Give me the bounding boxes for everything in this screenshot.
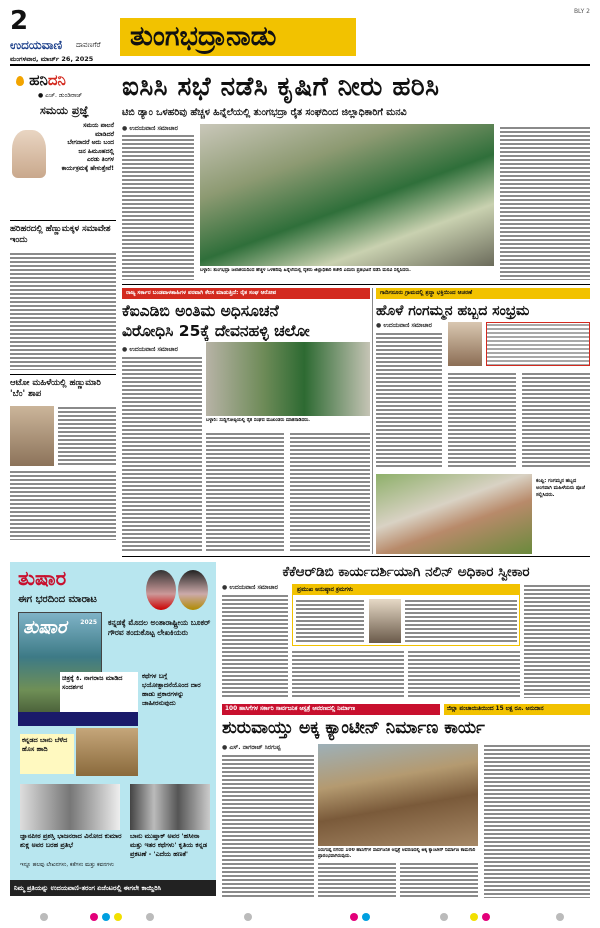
kelawadi-body-4: [524, 584, 590, 698]
kelawadi-story: [222, 562, 590, 700]
reg-dot: [556, 913, 564, 921]
masthead: [10, 8, 590, 64]
tushara-author-photos: [146, 566, 212, 610]
hole-kicker-bar: [376, 288, 590, 299]
left-story-1-body: [10, 252, 116, 370]
section-title: ತುಂಗಭದ್ರಾನಾಡು: [130, 21, 277, 52]
poem-line: ಕಾರ್ಯಕ್ರಮಕ್ಕೆ ಹೇಳುತ್ತೇವೆ!: [61, 164, 114, 172]
canteen-byline: ● ಎಸ್. ನಾಗರಾಜ್ ಸಿರಗುಪ್ಪ: [222, 744, 281, 751]
reg-dot: [440, 913, 448, 921]
reg-dot: [146, 913, 154, 921]
hole-story: [376, 288, 590, 556]
reg-dot: [482, 913, 490, 921]
lead-body-left: [122, 134, 194, 280]
kiadb-body-3: [290, 432, 370, 552]
page-code: BLY 2: [573, 8, 590, 15]
canteen-kicker: 100 ಹಾಸಿಗೆಗಳ ಸರ್ಕಾರಿ ಸಾರ್ವಜನಿಕ ಆಸ್ಪತ್ರೆ ಆವರಣದಲ್ಲಿ ನಿರ್ಮಾಣ: [222, 704, 440, 715]
reg-dot: [244, 913, 252, 921]
kelawadi-box: [292, 584, 520, 646]
kiadb-divider: [372, 288, 373, 554]
kelawadi-box-body-1: [296, 599, 364, 643]
left-rule-1: [10, 220, 116, 221]
canteen-kicker-bar: [222, 704, 590, 715]
hole-body-2: [448, 372, 516, 468]
kiadb-headline-2: ವಿರೋಧಿಸಿ 25ಕ್ಕೆ ದೇವನಹಳ್ಳಿ ಚಲೋ: [122, 322, 310, 340]
lead-photo: [200, 124, 494, 266]
left-story-1-headline: ಹರಿಹರದಲ್ಲಿ ಹೆಣ್ಣುಮಕ್ಕಳ ಸಮಾವೇಶ ಇಂದು: [10, 224, 111, 245]
hole-byline: ● ಉದಯವಾಣಿ ಸಮಾಚಾರ: [376, 322, 432, 329]
left-story-2-body-2: [10, 470, 116, 540]
paper-name: ಉದಯವಾಣಿ: [10, 38, 63, 52]
hanidani-logo: [16, 70, 66, 89]
tushara-item-6: ಬಾನು ಮುಷ್ತಾಕ್ ಅವರ 'ಹಸೀನಾ ಮತ್ತು ಇತರ ಕಥೆಗಳು' ಕೃತಿಯ ಕನ್ನಡ ಪ್ರಕಟಣೆ - 'ಎದೆಯ ಹಣತೆ': [130, 832, 207, 858]
tushara-author-photo-2: [20, 784, 120, 830]
kelawadi-byline: ● ಉದಯವಾಣಿ ಸಮಾಚಾರ: [222, 584, 278, 591]
hole-photo: [376, 474, 532, 554]
kiadb-body-2: [206, 432, 284, 552]
hanidani-logo-ha: ಹನಿ: [29, 71, 48, 89]
kiadb-byline: ● ಉದಯವಾಣಿ ಸಮಾಚಾರ: [122, 346, 178, 353]
lead-body-right: [500, 126, 590, 280]
canteen-body-3: [400, 862, 478, 898]
tushara-footer: ನಿಮ್ಮ ಪ್ರತಿಯನ್ನು ಉದಯವಾಣಿ-ತರಂಗ ಏಜೆಂಟರಲ್ಲಿ ಈಗಲೇ ಕಾಯ್ದಿರಿಸಿ: [14, 884, 162, 892]
hole-caption: ಕಂಪ್ಲಿ: ಗಂಗಮ್ಮನ ಹಬ್ಬದ ಅಂಗವಾಗಿ ಮಹಿಳೆಯರು ಪೂಜೆ ಸಲ್ಲಿಸಿದರು.: [536, 478, 585, 498]
author-photo: [178, 570, 208, 610]
tushara-item-5: ಜ್ಞಾನಪೀಠ ಪ್ರಶಸ್ತಿ ಭಾಜನರಾದ ವಿನೋದ ಕುಮಾರ ಶುಕ್ಲ ಅವರ ಬರಹ ಪ್ರತಿಭೆ: [20, 832, 122, 849]
kelawadi-headline: ಕೆಕೆಆರ್‌ಡಿಬಿ ಕಾರ್ಯದರ್ಶಿಯಾಗಿ ನಲಿನ್ ಅಧಿಕಾರ ಸ್ವೀಕಾರ: [282, 564, 530, 580]
author-photo: [146, 570, 176, 610]
kelawadi-body-3: [408, 650, 520, 698]
header-rule: [10, 64, 590, 66]
left-story-2: [10, 378, 116, 546]
cover-year: 2025: [80, 619, 97, 626]
date-line: ಮಂಗಳವಾರ, ಮಾರ್ಚ್ 26, 2025: [10, 55, 94, 63]
left-story-1: [10, 224, 116, 374]
hole-body-3: [522, 372, 590, 468]
hanidani-author: ● ಎಚ್. ಡುಂಡಿರಾಜ್: [38, 92, 83, 99]
kelawadi-portrait: [369, 599, 401, 643]
mid-rule: [122, 556, 590, 557]
kiadb-story: [122, 288, 370, 556]
kelawadi-box-header: [293, 585, 519, 595]
hole-photo-small: [448, 322, 482, 366]
tushara-ad: [10, 562, 216, 896]
lead-headline: ಐಸಿಸಿ ಸಭೆ ನಡೆಸಿ ಕೃಷಿಗೆ ನೀರು ಹರಿಸಿ: [122, 72, 440, 102]
hanidani-title: ಸಮಯ ಪ್ರಜ್ಞೆ: [40, 104, 89, 117]
kiadb-headline-1: ಕೆಐಎಡಿಬಿ ಅಂತಿಮ ಅಧಿಸೂಚನೆ: [122, 302, 279, 320]
cover-title: ತುಷಾರ: [23, 617, 67, 638]
canteen-body-1: [222, 754, 314, 898]
poem-line: ಎರಡು ತಿಂಗಳ: [86, 156, 114, 163]
tushara-footer-bar: [10, 880, 216, 896]
reg-dot: [114, 913, 122, 921]
tushara-item-4: ಕನ್ನಡದ ಬಾನು ಬೆಳೆದ ಹೊಸ ಹಾದಿ: [20, 734, 74, 774]
hole-body-1: [376, 332, 442, 468]
drop-icon: [16, 76, 24, 86]
kiadb-kicker: ರಾಜ್ಯ ಸರ್ಕಾರ ಬಂಡವಾಳಶಾಹಿಗಳ ಪರವಾಗಿ ಕೆಲಸ ಮಾಡುತ್ತಿದೆ: ರೈತ ಸಂಘ ಆರೋಪ: [126, 290, 277, 296]
section-title-box: [120, 18, 356, 56]
kiadb-caption: ಬಳ್ಳಾರಿ: ಸುದ್ದಿಗೋಷ್ಠಿಯಲ್ಲಿ ರೈತ ಸಂಘದ ಮುಖಂಡರು ಮಾತನಾಡಿದರು.: [206, 418, 311, 423]
kiadb-body-1: [122, 356, 202, 552]
canteen-body-4: [484, 744, 590, 898]
canteen-caption: ಸಿರುಗುಪ್ಪ ನಗರದ 100 ಹಾಸಿಗೆಗಳ ಸಾರ್ವಜನಿಕ ಆಸ್ಪತ್ರೆ ಆವರಣದಲ್ಲಿ ಅಕ್ಕ ಕ್ಯಾಂಟೀನ್ ನಿರ್ಮಾಣ ಕಾಮಗಾರಿ ಪ್ರಾರಂಭವಾಗಿರುವುದು.: [318, 848, 476, 859]
tushara-item-2: ಚಿತ್ರಕ್ಕೆ ಕಿ. ನಾಗರಾಜ ಮಾಡಿದ ಸಂದರ್ಶನ: [60, 672, 138, 718]
tushara-tagline: ಈಗ ಭರದಿಂದ ಮಾರಾಟ: [18, 594, 97, 605]
tushara-item-3: ಕಥೆಗಳ ಬಗ್ಗೆ ಭಯೋತ್ಪಾದನೆಯೊಂದ ದಾರ ಹಾಡು ಪ್ರಕಾರಗಳನ್ನು ಜಾಹೀರನುವುದು: [142, 672, 201, 707]
hole-kicker: ಗಾದಿಗನೂರು ಗ್ರಾಮದಲ್ಲಿ ಶ್ರದ್ಧಾ ಭಕ್ತಿಯಿಂದ ಆಚರಣೆ: [380, 290, 473, 296]
left-story-2-body: [58, 406, 116, 466]
hanidani-cartoon: [12, 130, 46, 178]
reg-dot: [40, 913, 48, 921]
poem-line: ಸಮಯ ಪಾಲನೆ: [83, 122, 114, 129]
left-story-2-photo: [10, 406, 54, 466]
tushara-item-1: ಕನ್ನಡಕ್ಕೆ ಮೊದಲ ಅಂತಾರಾಷ್ಟ್ರೀಯ ಬೂಕರ್ ಗೌರವ ತಂದುಕೊಟ್ಟ ಲೇಖಕಿಯರು: [108, 618, 211, 637]
tushara-banner: [18, 712, 138, 726]
kelawadi-body-1: [222, 594, 288, 698]
kiadb-photo: [206, 342, 370, 416]
hanidani-logo-dani: ದನಿ: [47, 71, 66, 89]
reg-dot: [350, 913, 358, 921]
print-marks: [0, 910, 600, 924]
lead-byline: ● ಉದಯವಾಣಿ ಸಮಾಚಾರ: [122, 125, 178, 132]
kelawadi-box-body-2: [405, 599, 517, 643]
canteen-headline: ಶುರುವಾಯ್ತು ಅಕ್ಕ ಕ್ಯಾಂಟೀನ್ ನಿರ್ಮಾಣ ಕಾರ್ಯ: [222, 718, 485, 738]
poem-line: ಮಾಡಿದರೆ: [95, 130, 114, 138]
lead-story: [122, 70, 590, 282]
canteen-photo: [318, 744, 478, 846]
canteen-kicker-2: ಜಿಲ್ಲಾ ಪಂಚಾಯಿತಿಯಿಂದ 15 ಲಕ್ಷ ರೂ. ಅನುದಾನ: [444, 704, 590, 715]
poem-line: ಜನ ಹಿಮೂಹದಲ್ಲಿ: [78, 147, 114, 155]
lead-rule: [122, 284, 590, 285]
tushara-portraits: [130, 784, 210, 830]
canteen-body-2: [318, 862, 396, 898]
reg-dot: [470, 913, 478, 921]
lead-subhead: ಟಿಬಿ ಡ್ಯಾಂ ಒಳಹರಿವು ಹೆಚ್ಚಳ ಹಿನ್ನೆಲೆಯಲ್ಲಿ ತುಂಗಭದ್ರಾ ರೈತ ಸಂಘದಿಂದ ಜಿಲ್ಲಾಧಿಕಾರಿಗೆ ಮನವಿ: [122, 107, 407, 118]
poem-line: ಬೇಗನಾದರೆ ಅದು ಬಂದ: [67, 139, 114, 146]
tushara-landscape-photo: [76, 728, 138, 776]
hanidani-box: [10, 70, 116, 218]
hole-quote-box: [486, 322, 590, 366]
reg-dot: [362, 913, 370, 921]
page-number: 2: [10, 6, 29, 36]
kelawadi-box-title: ಪ್ರಮುಖ ಅನುಷ್ಠಾನ ಕ್ರಮಗಳು: [297, 586, 354, 593]
kiadb-kicker-bar: [122, 288, 370, 299]
tushara-item-7: ಇನ್ನೂ ಹಲವು ಲೇಖನಗಳು, ಕತೆಗಳು ಮತ್ತು ಕವನಗಳು: [20, 862, 114, 868]
left-rule-2: [10, 374, 116, 375]
lead-caption: ಬಳ್ಳಾರಿ: ತುಂಗಭದ್ರಾ ಜಲಾಶಯದಿಂದ ಹೆಚ್ಚಳ ಒಳಹರಿವು ಹಿನ್ನೆಲೆಯಲ್ಲಿ ರೈತರು ಜಿಲ್ಲಾಧಿಕಾರಿ ಕಚೇರಿ ಎದುರು ಪ್ರತಿಭಟನೆ ನಡೆಸಿ ಮನವಿ ಸಲ್ಲಿಸಿದರು.: [200, 268, 411, 273]
hanidani-poem: [50, 122, 114, 173]
tushara-title: ತುಷಾರ: [18, 566, 67, 590]
reg-dot: [102, 913, 110, 921]
hole-headline: ಹೊಳೆ ಗಂಗಮ್ಮನ ಹಬ್ಬದ ಸಂಭ್ರಮ: [376, 303, 530, 319]
canteen-story: [222, 704, 590, 900]
reg-dot: [90, 913, 98, 921]
city-label: ದಾವಣಗೆರೆ: [76, 41, 101, 49]
left-story-2-headline: ಆಟೋ ಮಹಿಳೆಯಲ್ಲಿ ಹಣ್ಣುಮಾರಿ 'ಬೆಂ' ಶಾಪ: [10, 378, 101, 399]
kelawadi-body-2: [292, 650, 404, 698]
